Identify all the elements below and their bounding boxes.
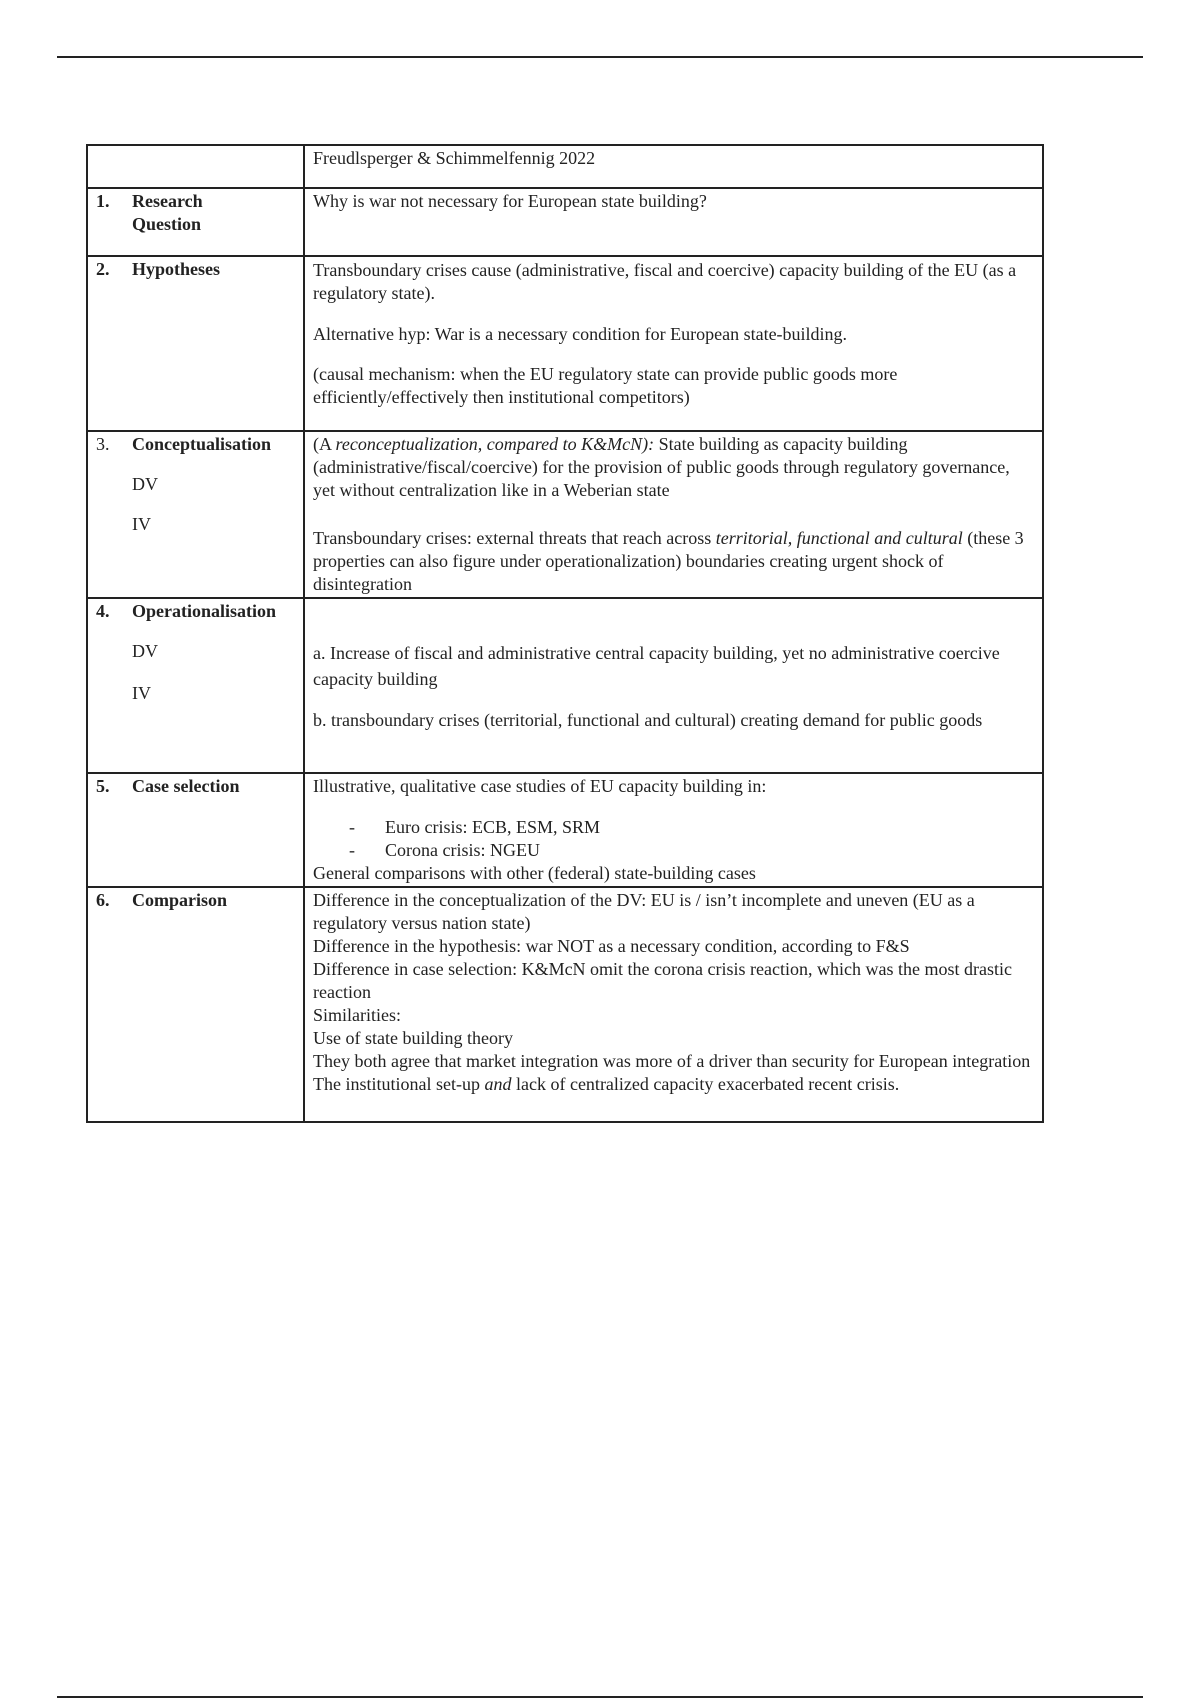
iv-label: IV	[132, 683, 151, 703]
conceptualisation-dv-text: (A reconceptualization, compared to K&McN): State building as capacity building (administrative/fiscal/coercive) for the provision of public goods through regulatory governance, yet without centralization like in a Weberian state	[313, 434, 1010, 500]
row-label: Comparison	[132, 890, 228, 910]
row-number: 5.	[96, 776, 110, 796]
row-label: Operationalisation	[132, 601, 277, 621]
row-label: Case selection	[132, 776, 240, 796]
research-question-content: Why is war not necessary for European state building?	[304, 188, 1043, 256]
table-row-comparison	[87, 887, 1043, 1122]
comparison-line: They both agree that market integration was more of a driver than security for European integration	[313, 1051, 1031, 1071]
operationalisation-dv-text: a. Increase of fiscal and administrative central capacity building, yet no administrative coercive capacity building	[313, 643, 1000, 689]
header-empty-cell	[87, 145, 304, 188]
bullet-dash: -	[349, 817, 355, 837]
comparison-line: Difference in the conceptualization of the DV: EU is / isn’t incomplete and uneven (EU as a regulatory versus nation state)	[313, 890, 975, 933]
header-title: Freudlsperger & Schimmelfennig 2022	[304, 145, 1043, 188]
row-label: Research Question	[132, 191, 203, 234]
table-row-hypotheses	[87, 256, 1043, 431]
row-number: 2.	[96, 259, 110, 279]
comparison-line: Difference in the hypothesis: war NOT as a necessary condition, according to F&S	[313, 936, 910, 956]
row-number: 3.	[96, 434, 110, 454]
row-label: Hypotheses	[132, 259, 221, 279]
dv-label: DV	[132, 474, 158, 494]
conceptualisation-iv-text: Transboundary crises: external threats that reach across territorial, functional and cultural (these 3 properties can also figure under operationalization) boundaries creating urgent shock of disintegration	[313, 528, 1024, 594]
table-row-case-selection	[87, 773, 1043, 887]
hypotheses-content	[304, 256, 1043, 431]
header-rule	[57, 56, 1143, 58]
table-row-operationalisation	[87, 598, 1043, 773]
comparison-line: Difference in case selection: K&McN omit the corona crisis reaction, which was the most drastic reaction	[313, 959, 1012, 1002]
comparison-line: Use of state building theory	[313, 1028, 513, 1048]
case-selection-outro: General comparisons with other (federal) state-building cases	[313, 863, 756, 883]
comparison-line: The institutional set-up and lack of centralized capacity exacerbated recent crisis.	[313, 1074, 900, 1094]
causal-mechanism: (causal mechanism: when the EU regulatory state can provide public goods more efficiently/effectively then institutional competitors)	[313, 364, 898, 407]
table-row-header	[87, 145, 1043, 188]
case-selection-content	[304, 773, 1043, 887]
operationalisation-content	[304, 598, 1043, 773]
bullet-dash: -	[349, 840, 355, 860]
iv-label: IV	[132, 514, 151, 534]
row-number: 1.	[96, 191, 110, 211]
hypothesis-main: Transboundary crises cause (administrative, fiscal and coercive) capacity building of the EU (as a regulatory state).	[313, 260, 1017, 303]
list-item: - Corona crisis: NGEU	[349, 840, 540, 860]
conceptualisation-content	[304, 431, 1043, 598]
comparison-content	[304, 887, 1043, 1122]
comparison-line: Similarities:	[313, 1005, 401, 1025]
row-number: 6.	[96, 890, 110, 910]
summary-table	[86, 144, 1044, 1123]
table-row-research-question	[87, 188, 1043, 256]
table-row-conceptualisation	[87, 431, 1043, 598]
dv-label: DV	[132, 641, 158, 661]
operationalisation-iv-text: b. transboundary crises (territorial, functional and cultural) creating demand for public goods	[313, 710, 983, 730]
hypothesis-alternative: Alternative hyp: War is a necessary condition for European state-building.	[313, 324, 848, 344]
case-selection-intro: Illustrative, qualitative case studies of EU capacity building in:	[313, 776, 767, 796]
list-item: - Euro crisis: ECB, ESM, SRM	[349, 817, 601, 837]
footer-rule	[57, 1696, 1143, 1698]
row-label: Conceptualisation	[132, 434, 272, 454]
row-number: 4.	[96, 601, 110, 621]
